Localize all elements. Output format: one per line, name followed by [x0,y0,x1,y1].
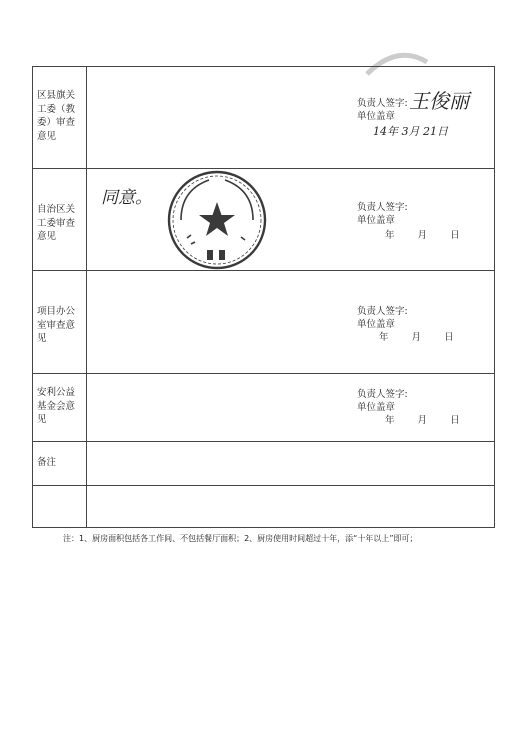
signature-block [357,201,460,241]
date-month: 月 [417,230,428,241]
row-label: 安利公益基金会意见 [37,387,76,425]
date-line [385,229,460,242]
date-month: 月 [411,332,422,343]
date-day: 日 [444,332,454,343]
sign-label: 负责人签字: [357,98,408,109]
date-year: 年 [385,230,395,241]
date-day: 日 [450,230,460,241]
row-label: 项目办公室审查意见 [37,306,76,344]
sign-label: 负责人签字: [357,389,408,400]
sign-label: 负责人签字: [357,202,408,213]
handwritten-date: 14年 3月 21日 [373,125,448,138]
row-label: 自治区关工委审查意见 [37,204,76,242]
official-seal-stamp [163,168,271,272]
seal-label: 单位盖章 [357,319,396,330]
seal-label: 单位盖章 [357,215,396,226]
date-year: 年 [379,332,389,343]
row-empty [33,486,494,529]
date-month: 月 [417,415,428,426]
seal-label: 单位盖章 [357,402,396,413]
signature-block [357,305,454,343]
row-project-office-review [33,271,494,374]
date-day: 日 [450,415,460,426]
signature-block [357,97,408,123]
footnote: 注：1、厨房面积包括各工作间、不包括餐厅面积；2、厨房使用时间超过十年，添“十年以上”即可； [63,534,418,543]
row-label: 区县旗关工委（教委）审查意见 [37,90,76,142]
handwritten-signature: 王俊丽 [409,89,469,113]
date-line [379,331,454,344]
handwritten-opinion: 同意。 [101,188,152,208]
sign-label: 负责人签字: [357,306,408,317]
row-remarks [33,442,494,486]
row-foundation-opinion [33,374,494,442]
row-label: 备注 [37,457,57,468]
date-line [385,414,460,427]
date-year: 年 [385,415,395,426]
signature-block [357,388,460,426]
seal-label: 单位盖章 [357,111,396,122]
approval-form-table [32,66,495,528]
row-county-review [33,67,494,169]
